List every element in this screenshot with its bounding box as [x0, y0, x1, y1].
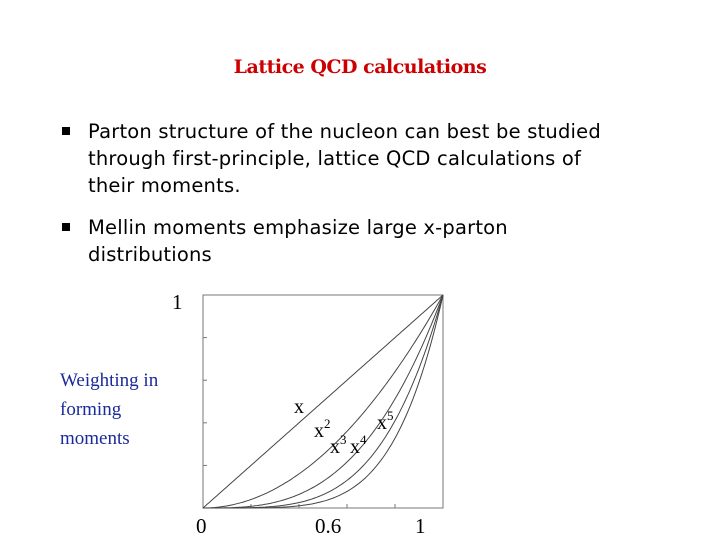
y-axis-top-label: 1	[172, 290, 183, 314]
curve-x1	[203, 295, 443, 508]
curve-label-x1: x	[294, 396, 304, 418]
x-axis-label-min: 0	[196, 514, 207, 538]
side-label: Weighting in forming moments	[60, 370, 159, 449]
curve-label-x2: $x^2$	[314, 416, 331, 442]
curve-label-x3: $x^3$	[330, 432, 347, 458]
x-axis-label-max: 1	[415, 514, 426, 538]
curve-label-x4: $x^4$	[350, 432, 367, 458]
x-axis-label-mid: 0.6	[315, 514, 342, 538]
curve-label-x5: $x^5$	[377, 408, 394, 434]
slide-title: Lattice QCD calculations	[233, 56, 487, 78]
plot-curves	[203, 295, 443, 508]
bullet-text: Mellin moments emphasize large x-parton distributions	[88, 216, 508, 266]
bullet-text: Parton structure of the nucleon can best be studied through first-principle, lattice QCD calculations of their moments.	[88, 120, 601, 197]
